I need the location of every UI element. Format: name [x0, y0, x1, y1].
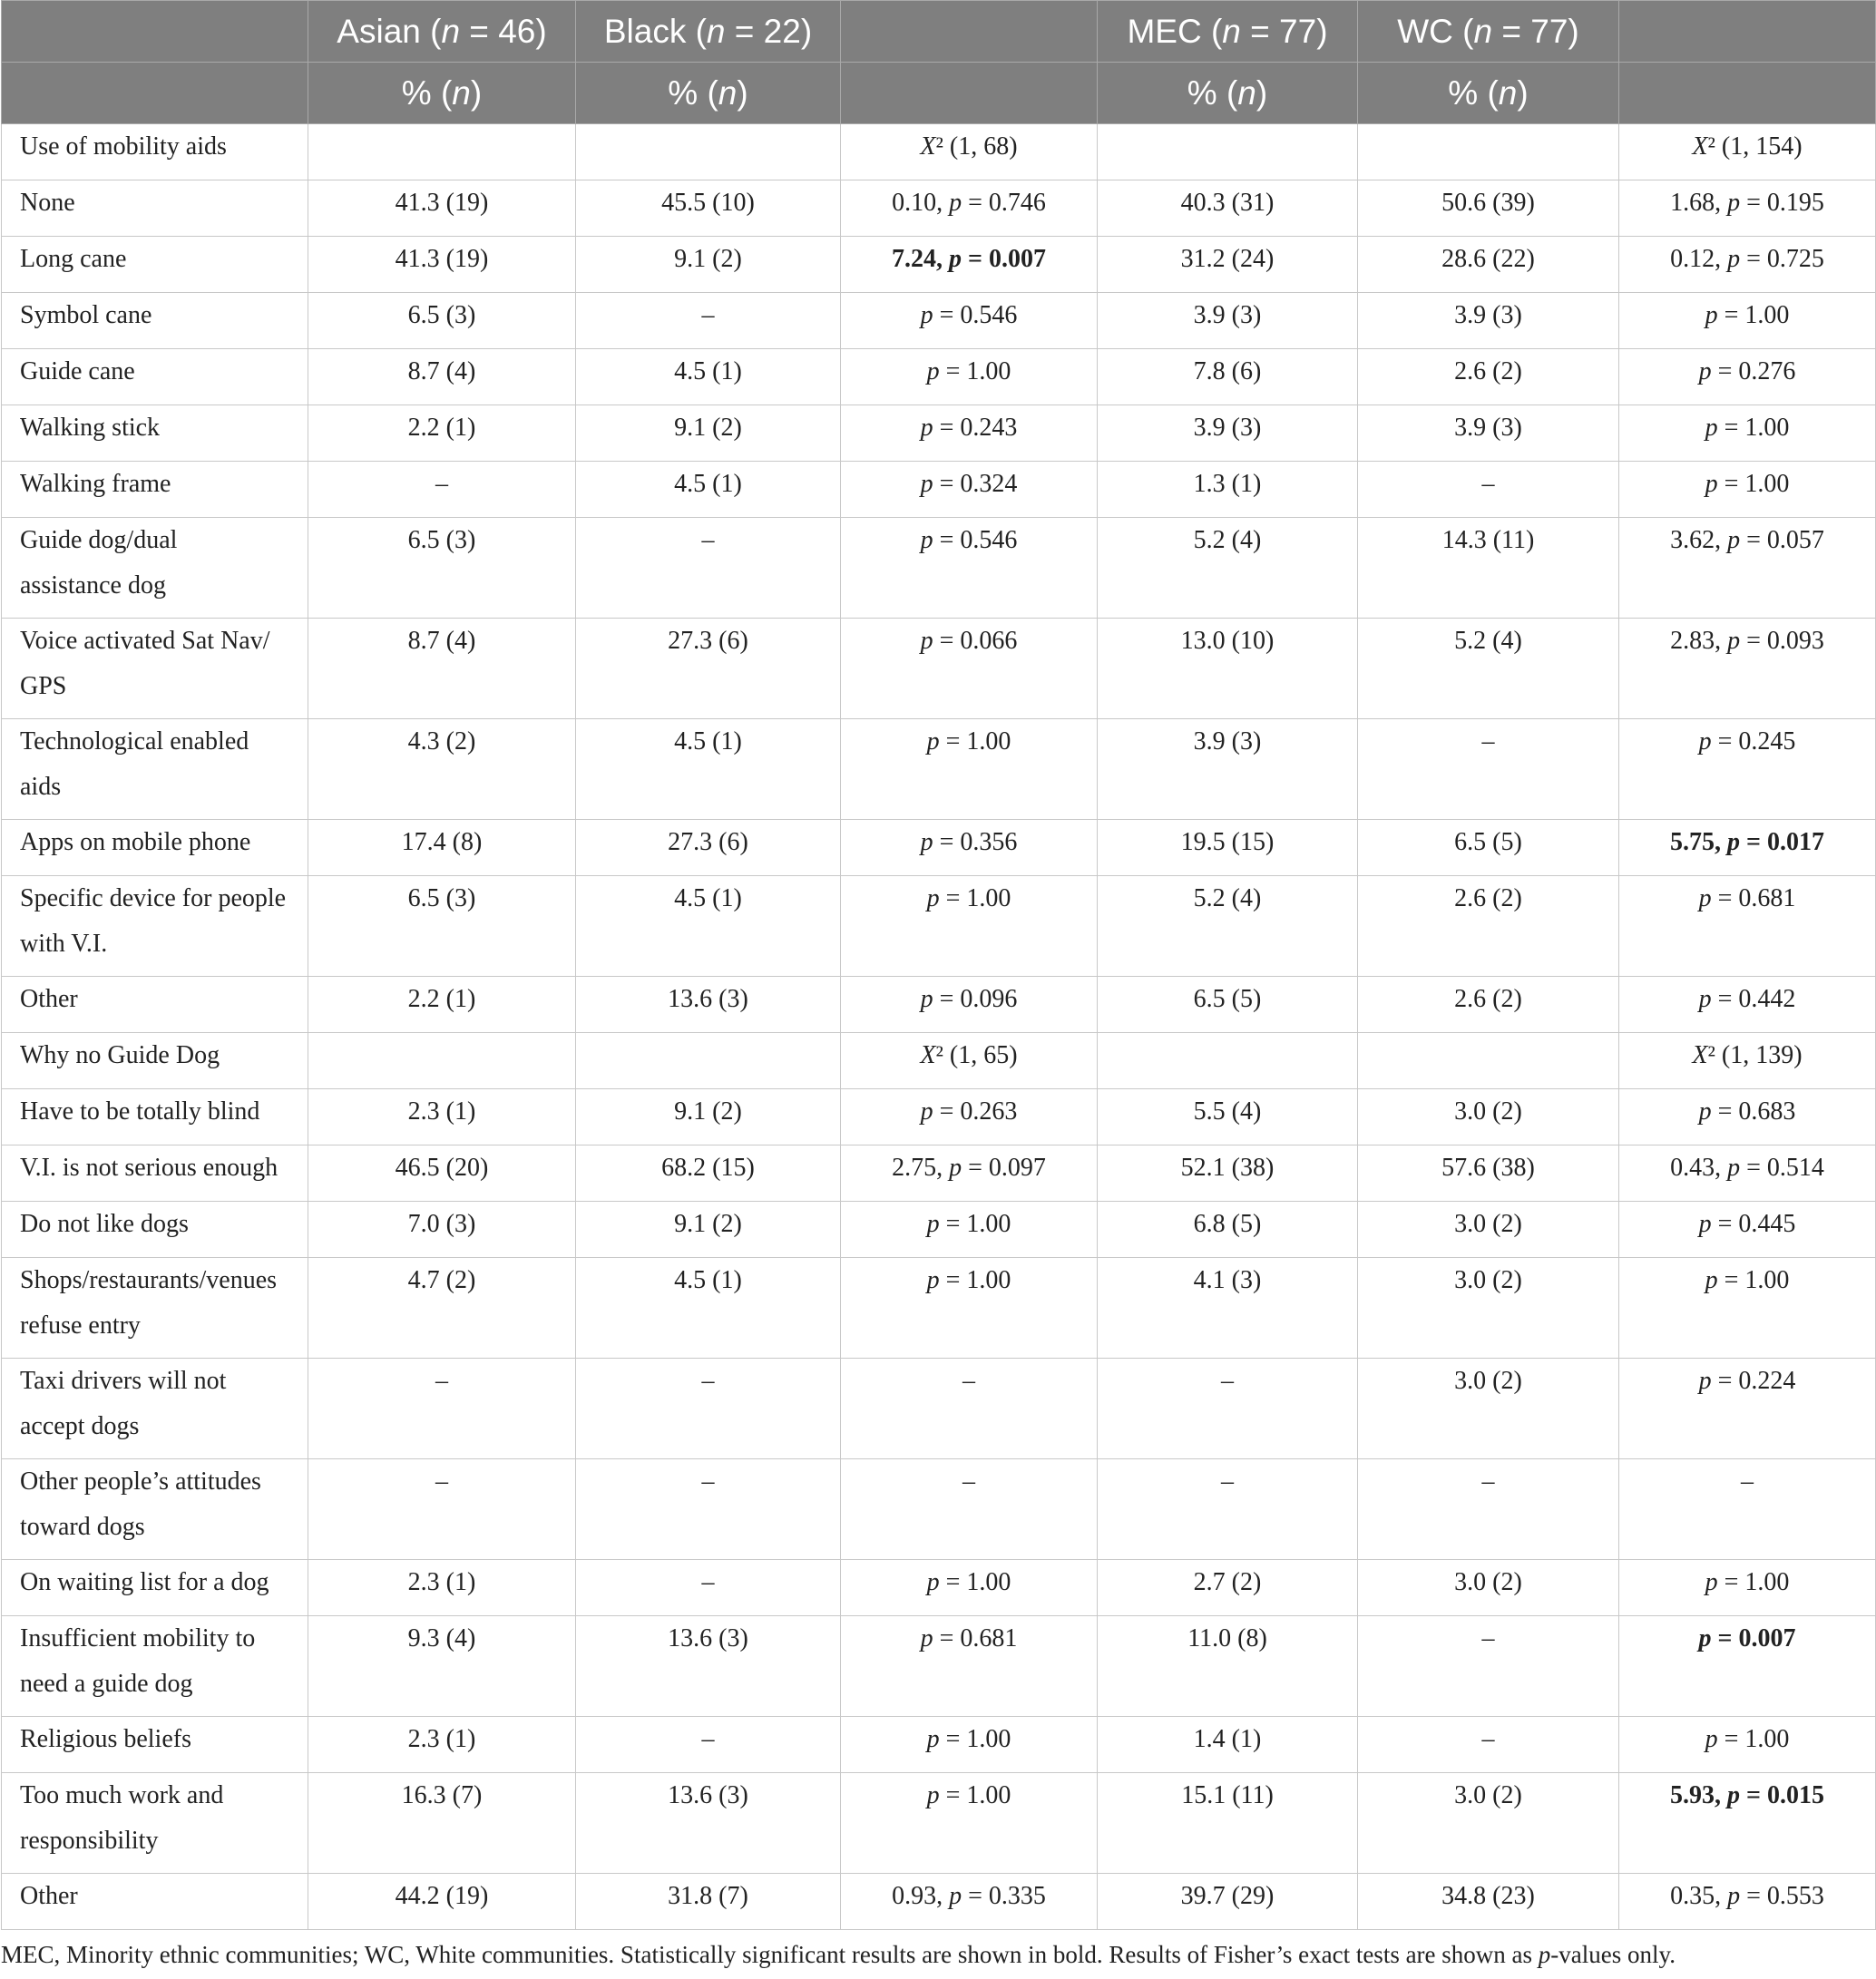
data-cell: 4.7 (2) — [308, 1258, 576, 1359]
data-cell: – — [1358, 1459, 1619, 1560]
data-cell: 3.0 (2) — [1358, 1359, 1619, 1459]
data-cell: – — [576, 1459, 841, 1560]
data-cell: 44.2 (19) — [308, 1874, 576, 1930]
data-cell: – — [1358, 719, 1619, 820]
table-row — [2, 405, 1876, 462]
data-cell: X² (1, 154) — [1619, 124, 1876, 180]
data-cell: p = 1.00 — [1619, 1258, 1876, 1359]
data-cell: 13.6 (3) — [576, 1773, 841, 1874]
table-row — [2, 1089, 1876, 1145]
row-label-line: accept dogs — [20, 1412, 140, 1440]
data-cell: 2.2 (1) — [308, 405, 576, 462]
data-cell: p = 0.276 — [1619, 349, 1876, 405]
data-cell: 3.9 (3) — [1098, 293, 1358, 349]
data-cell: 2.83, p = 0.093 — [1619, 619, 1876, 719]
data-cell: 6.5 (3) — [308, 876, 576, 977]
data-cell: 0.43, p = 0.514 — [1619, 1145, 1876, 1202]
table-footnote: MEC, Minority ethnic communities; WC, White communities. Statistically significant results are shown in bold. Results of Fisher’s exact tests are shown as p-values only. — [1, 1941, 1676, 1968]
header-cell: MEC (n = 77) — [1098, 1, 1358, 63]
data-cell: X² (1, 139) — [1619, 1033, 1876, 1089]
header-cell — [1619, 63, 1876, 124]
data-cell: 6.8 (5) — [1098, 1202, 1358, 1258]
data-cell: 7.0 (3) — [308, 1202, 576, 1258]
table-row — [2, 1145, 1876, 1202]
data-cell: p = 0.096 — [841, 977, 1098, 1033]
data-cell: 3.9 (3) — [1358, 405, 1619, 462]
table-row — [2, 349, 1876, 405]
data-cell: – — [308, 1459, 576, 1560]
data-cell: 28.6 (22) — [1358, 237, 1619, 293]
data-cell: – — [1619, 1459, 1876, 1560]
data-cell: 14.3 (11) — [1358, 518, 1619, 619]
row-label-line: Too much work and — [20, 1781, 224, 1809]
data-cell — [308, 1033, 576, 1089]
data-cell: 16.3 (7) — [308, 1773, 576, 1874]
data-cell: 2.6 (2) — [1358, 977, 1619, 1033]
data-cell: 3.0 (2) — [1358, 1773, 1619, 1874]
data-cell: 5.2 (4) — [1098, 876, 1358, 977]
data-cell: 3.0 (2) — [1358, 1258, 1619, 1359]
data-cell: X² (1, 65) — [841, 1033, 1098, 1089]
data-cell: 13.6 (3) — [576, 977, 841, 1033]
row-label-line: with V.I. — [20, 930, 108, 958]
row-label-line: Technological enabled — [20, 727, 249, 756]
data-cell: 2.3 (1) — [308, 1089, 576, 1145]
row-label-cell: Religious beliefs — [2, 1717, 308, 1773]
data-cell: p = 1.00 — [841, 1258, 1098, 1359]
header-cell: % (n) — [1098, 63, 1358, 124]
data-cell: 2.75, p = 0.097 — [841, 1145, 1098, 1202]
data-cell: 3.0 (2) — [1358, 1560, 1619, 1616]
data-cell: – — [576, 518, 841, 619]
data-cell: p = 1.00 — [841, 1773, 1098, 1874]
table-row — [2, 1717, 1876, 1773]
data-cell: 4.5 (1) — [576, 349, 841, 405]
data-cell: p = 1.00 — [841, 1560, 1098, 1616]
data-cell: p = 1.00 — [841, 719, 1098, 820]
table-header — [2, 1, 1876, 124]
table-row — [2, 619, 1876, 719]
data-cell: 46.5 (20) — [308, 1145, 576, 1202]
table-row — [2, 1773, 1876, 1874]
data-cell: p = 0.245 — [1619, 719, 1876, 820]
row-label-line: Insufficient mobility to — [20, 1624, 256, 1652]
row-label-cell: Have to be totally blind — [2, 1089, 308, 1145]
data-cell: 1.4 (1) — [1098, 1717, 1358, 1773]
table-row — [2, 518, 1876, 619]
table-row — [2, 1202, 1876, 1258]
data-cell — [1358, 1033, 1619, 1089]
row-label-cell — [2, 1258, 308, 1359]
data-cell: – — [1098, 1459, 1358, 1560]
row-label-cell — [2, 1773, 308, 1874]
data-cell: 4.5 (1) — [576, 1258, 841, 1359]
row-label-cell — [2, 719, 308, 820]
data-cell: 3.9 (3) — [1098, 719, 1358, 820]
data-cell: 45.5 (10) — [576, 180, 841, 237]
row-label-cell: Use of mobility aids — [2, 124, 308, 180]
data-cell: – — [841, 1459, 1098, 1560]
data-cell: p = 0.681 — [1619, 876, 1876, 977]
data-cell: – — [1358, 1616, 1619, 1717]
data-cell: 5.2 (4) — [1358, 619, 1619, 719]
header-cell: Black (n = 22) — [576, 1, 841, 63]
data-cell: p = 1.00 — [1619, 462, 1876, 518]
row-label-line: Guide dog/dual — [20, 526, 178, 554]
table-row — [2, 1258, 1876, 1359]
data-cell: p = 0.243 — [841, 405, 1098, 462]
table-row — [2, 977, 1876, 1033]
table-row — [2, 180, 1876, 237]
table-row — [2, 1616, 1876, 1717]
row-label-line: responsibility — [20, 1827, 159, 1855]
row-label-cell — [2, 1359, 308, 1459]
table-row — [2, 1459, 1876, 1560]
data-cell: p = 0.445 — [1619, 1202, 1876, 1258]
row-label-line: Specific device for people — [20, 884, 287, 912]
row-label-line: Shops/restaurants/venues — [20, 1266, 278, 1294]
data-cell: – — [1358, 462, 1619, 518]
data-cell: p = 1.00 — [1619, 405, 1876, 462]
row-label-cell: On waiting list for a dog — [2, 1560, 308, 1616]
data-cell: 0.35, p = 0.553 — [1619, 1874, 1876, 1930]
data-cell: 0.10, p = 0.746 — [841, 180, 1098, 237]
data-cell: p = 1.00 — [841, 1202, 1098, 1258]
row-label-cell: Do not like dogs — [2, 1202, 308, 1258]
data-cell: 4.5 (1) — [576, 462, 841, 518]
row-label-line: refuse entry — [20, 1311, 141, 1340]
table-row — [2, 719, 1876, 820]
table-body — [2, 124, 1876, 1930]
data-cell: p = 0.224 — [1619, 1359, 1876, 1459]
data-cell: 6.5 (3) — [308, 518, 576, 619]
data-cell — [576, 1033, 841, 1089]
data-cell: p = 0.546 — [841, 518, 1098, 619]
data-cell: 31.2 (24) — [1098, 237, 1358, 293]
data-cell: – — [576, 1560, 841, 1616]
data-cell: p = 0.546 — [841, 293, 1098, 349]
data-cell: 3.9 (3) — [1358, 293, 1619, 349]
row-label-cell: Walking stick — [2, 405, 308, 462]
data-cell — [576, 124, 841, 180]
data-cell: p = 0.356 — [841, 820, 1098, 876]
data-cell: 4.5 (1) — [576, 719, 841, 820]
data-cell: 3.0 (2) — [1358, 1202, 1619, 1258]
data-cell: p = 0.442 — [1619, 977, 1876, 1033]
header-cell: % (n) — [576, 63, 841, 124]
data-cell: – — [576, 1717, 841, 1773]
data-cell: 3.62, p = 0.057 — [1619, 518, 1876, 619]
data-cell: X² (1, 68) — [841, 124, 1098, 180]
table-row — [2, 293, 1876, 349]
row-label-cell: Long cane — [2, 237, 308, 293]
row-label-cell: Why no Guide Dog — [2, 1033, 308, 1089]
header-cell: % (n) — [308, 63, 576, 124]
data-cell: 52.1 (38) — [1098, 1145, 1358, 1202]
data-cell: p = 0.681 — [841, 1616, 1098, 1717]
data-cell: 8.7 (4) — [308, 349, 576, 405]
section-row — [2, 124, 1876, 180]
row-label-cell: Walking frame — [2, 462, 308, 518]
header-cell — [1619, 1, 1876, 63]
data-cell: 40.3 (31) — [1098, 180, 1358, 237]
data-cell: 2.3 (1) — [308, 1717, 576, 1773]
data-cell: – — [576, 1359, 841, 1459]
row-label-cell — [2, 619, 308, 719]
data-cell: 0.93, p = 0.335 — [841, 1874, 1098, 1930]
data-cell: p = 1.00 — [1619, 1717, 1876, 1773]
data-cell: 3.0 (2) — [1358, 1089, 1619, 1145]
data-cell: 5.93, p = 0.015 — [1619, 1773, 1876, 1874]
row-label-cell — [2, 1616, 308, 1717]
data-cell: 68.2 (15) — [576, 1145, 841, 1202]
row-label-cell: None — [2, 180, 308, 237]
data-cell — [1098, 1033, 1358, 1089]
row-label-line: aids — [20, 773, 62, 801]
header-cell: WC (n = 77) — [1358, 1, 1619, 63]
data-cell: p = 0.007 — [1619, 1616, 1876, 1717]
data-cell: 27.3 (6) — [576, 820, 841, 876]
data-cell: 15.1 (11) — [1098, 1773, 1358, 1874]
data-cell: – — [1098, 1359, 1358, 1459]
data-cell: 9.1 (2) — [576, 1202, 841, 1258]
data-cell: 2.2 (1) — [308, 977, 576, 1033]
row-label-line: need a guide dog — [20, 1670, 193, 1698]
data-cell: p = 1.00 — [841, 1717, 1098, 1773]
table-row — [2, 820, 1876, 876]
section-row — [2, 1033, 1876, 1089]
table-row — [2, 876, 1876, 977]
data-cell: p = 1.00 — [1619, 1560, 1876, 1616]
data-cell — [1098, 124, 1358, 180]
data-cell: 0.12, p = 0.725 — [1619, 237, 1876, 293]
data-cell: 1.3 (1) — [1098, 462, 1358, 518]
data-cell: 5.75, p = 0.017 — [1619, 820, 1876, 876]
data-cell — [308, 124, 576, 180]
data-cell: 4.1 (3) — [1098, 1258, 1358, 1359]
header-cell — [2, 1, 308, 63]
table-row — [2, 237, 1876, 293]
table-row — [2, 462, 1876, 518]
data-cell: 17.4 (8) — [308, 820, 576, 876]
data-cell: 2.6 (2) — [1358, 876, 1619, 977]
data-cell: 1.68, p = 0.195 — [1619, 180, 1876, 237]
data-cell: 27.3 (6) — [576, 619, 841, 719]
data-cell: 41.3 (19) — [308, 237, 576, 293]
data-cell: 39.7 (29) — [1098, 1874, 1358, 1930]
row-label-line: Taxi drivers will not — [20, 1367, 227, 1395]
data-cell: p = 0.263 — [841, 1089, 1098, 1145]
results-table — [1, 0, 1876, 1930]
header-cell — [841, 63, 1098, 124]
data-cell: – — [308, 1359, 576, 1459]
data-cell: p = 0.683 — [1619, 1089, 1876, 1145]
row-label-cell — [2, 876, 308, 977]
header-row-groups — [2, 1, 1876, 63]
data-cell: 7.8 (6) — [1098, 349, 1358, 405]
data-cell: 7.24, p = 0.007 — [841, 237, 1098, 293]
data-cell — [1358, 124, 1619, 180]
data-cell: 6.5 (5) — [1098, 977, 1358, 1033]
data-cell: 8.7 (4) — [308, 619, 576, 719]
row-label-line: toward dogs — [20, 1513, 145, 1541]
data-cell: 9.1 (2) — [576, 405, 841, 462]
data-cell: 5.2 (4) — [1098, 518, 1358, 619]
row-label-cell: Symbol cane — [2, 293, 308, 349]
data-cell: 6.5 (5) — [1358, 820, 1619, 876]
data-cell: p = 1.00 — [1619, 293, 1876, 349]
row-label-line: assistance dog — [20, 571, 166, 600]
data-cell: 50.6 (39) — [1358, 180, 1619, 237]
data-cell: p = 0.066 — [841, 619, 1098, 719]
data-cell: p = 1.00 — [841, 876, 1098, 977]
row-label-line: Other people’s attitudes — [20, 1467, 261, 1496]
header-cell: % (n) — [1358, 63, 1619, 124]
data-cell: 6.5 (3) — [308, 293, 576, 349]
data-cell: 3.9 (3) — [1098, 405, 1358, 462]
table-row — [2, 1359, 1876, 1459]
data-cell: 9.1 (2) — [576, 237, 841, 293]
data-cell: 2.7 (2) — [1098, 1560, 1358, 1616]
data-cell: 41.3 (19) — [308, 180, 576, 237]
data-cell: 13.0 (10) — [1098, 619, 1358, 719]
row-label-cell: V.I. is not serious enough — [2, 1145, 308, 1202]
data-cell: 13.6 (3) — [576, 1616, 841, 1717]
header-row-units — [2, 63, 1876, 124]
data-cell: 34.8 (23) — [1358, 1874, 1619, 1930]
header-cell — [2, 63, 308, 124]
table-row — [2, 1560, 1876, 1616]
data-cell: p = 1.00 — [841, 349, 1098, 405]
data-cell: – — [841, 1359, 1098, 1459]
data-cell: 9.3 (4) — [308, 1616, 576, 1717]
header-cell — [841, 1, 1098, 63]
row-label-cell: Other — [2, 977, 308, 1033]
row-label-cell: Apps on mobile phone — [2, 820, 308, 876]
header-cell: Asian (n = 46) — [308, 1, 576, 63]
data-cell: 5.5 (4) — [1098, 1089, 1358, 1145]
data-cell: – — [308, 462, 576, 518]
data-cell: 2.6 (2) — [1358, 349, 1619, 405]
data-cell: 57.6 (38) — [1358, 1145, 1619, 1202]
data-cell: 4.5 (1) — [576, 876, 841, 977]
row-label-line: GPS — [20, 672, 67, 700]
data-cell: 31.8 (7) — [576, 1874, 841, 1930]
data-cell: 4.3 (2) — [308, 719, 576, 820]
data-cell: p = 0.324 — [841, 462, 1098, 518]
row-label-line: Voice activated Sat Nav/ — [20, 627, 270, 655]
row-label-cell — [2, 1459, 308, 1560]
data-cell: 9.1 (2) — [576, 1089, 841, 1145]
data-cell: – — [1358, 1717, 1619, 1773]
data-cell: 19.5 (15) — [1098, 820, 1358, 876]
row-label-cell — [2, 518, 308, 619]
data-cell: – — [576, 293, 841, 349]
row-label-cell: Guide cane — [2, 349, 308, 405]
data-cell: 11.0 (8) — [1098, 1616, 1358, 1717]
row-label-cell: Other — [2, 1874, 308, 1930]
table-row — [2, 1874, 1876, 1930]
data-cell: 2.3 (1) — [308, 1560, 576, 1616]
